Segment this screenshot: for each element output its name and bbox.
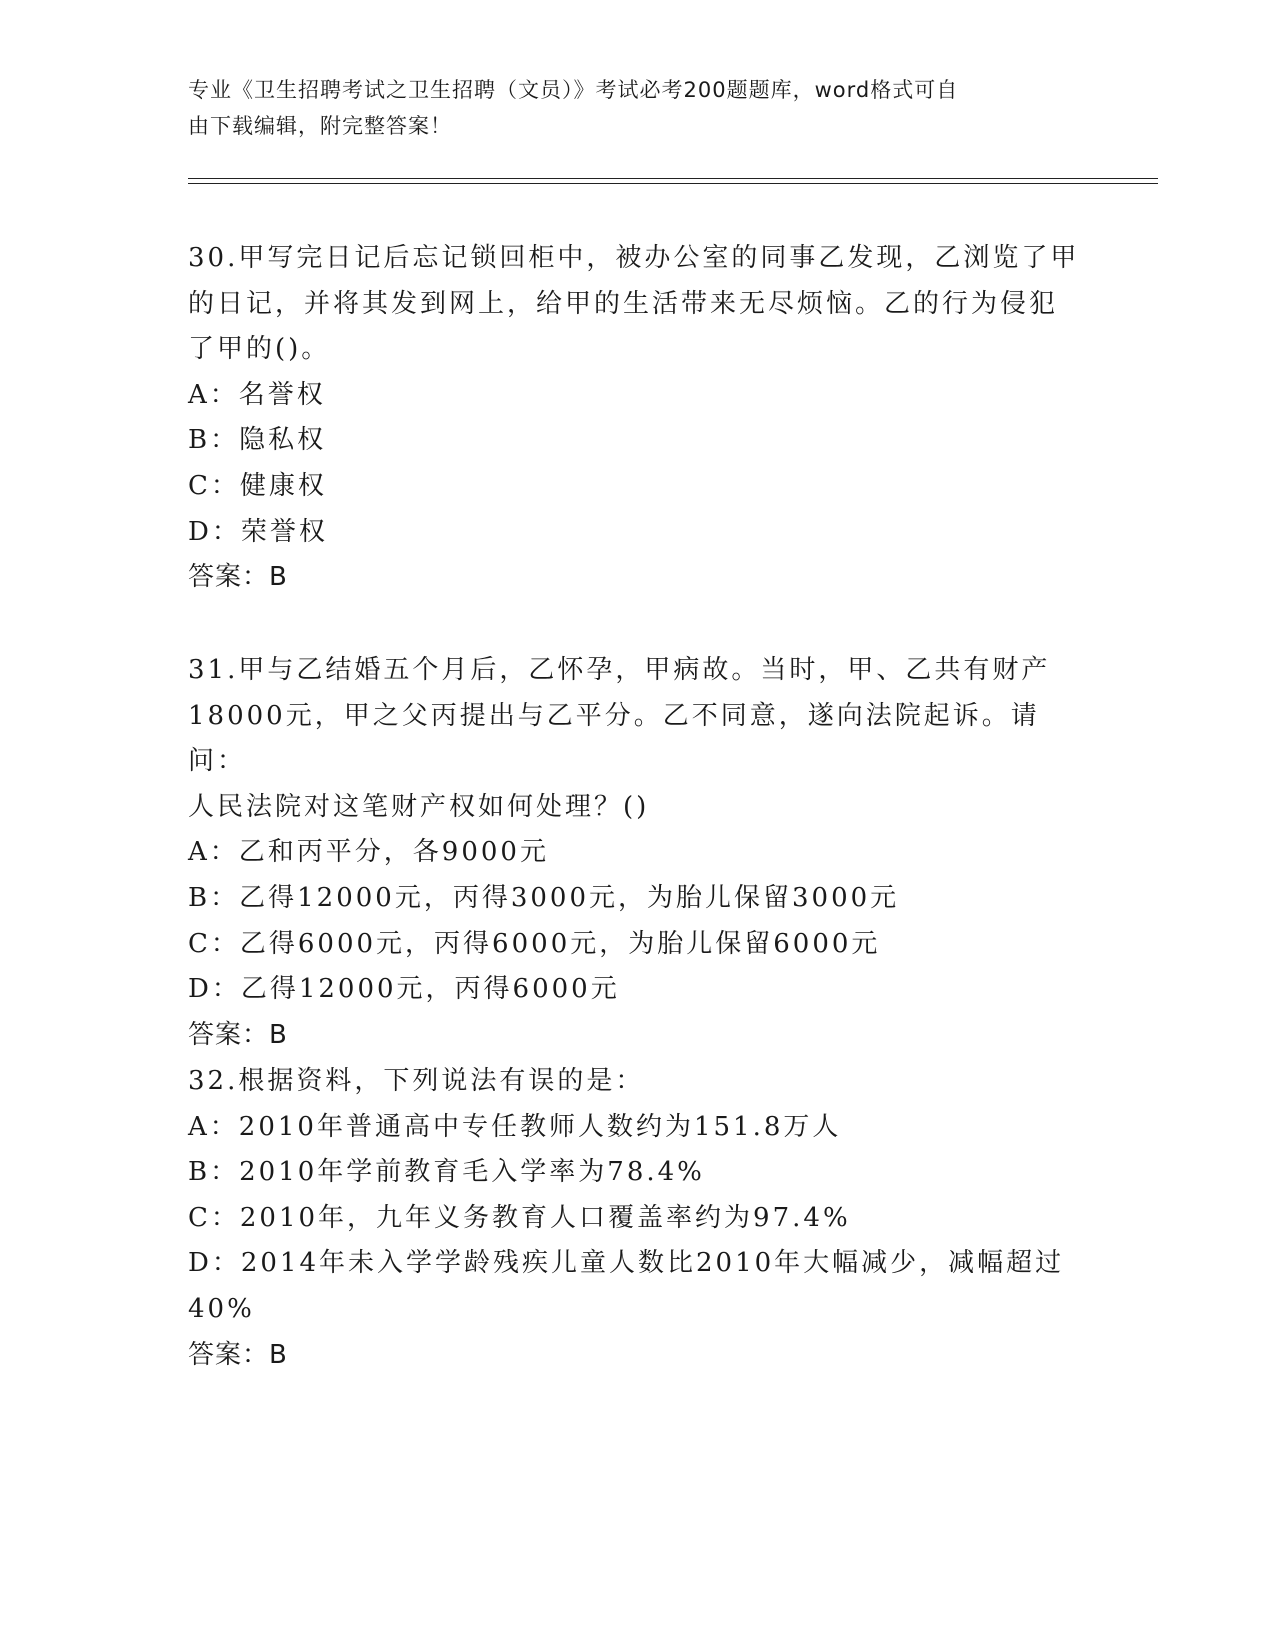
answer-line: 答案：B <box>188 562 288 593</box>
option-a: A：2010年普通高中专任教师人数约为151.8万人 <box>188 1111 842 1142</box>
question-stem-line: 18000元，甲之父丙提出与乙平分。乙不同意，遂向法院起诉。请问： <box>188 700 1040 777</box>
option-c: C：2010年，九年义务教育人口覆盖率约为97.4% <box>188 1202 851 1233</box>
header-line: 专业《卫生招聘考试之卫生招聘（文员）》考试必考200题题库，word格式可自 <box>188 78 959 102</box>
option-b: B：隐私权 <box>188 425 327 456</box>
option-b: B：2010年学前教育毛入学率为78.4% <box>188 1157 705 1188</box>
answer-line: 答案：B <box>188 1339 288 1370</box>
option-c: C：健康权 <box>188 470 327 501</box>
header-line: 由下载编辑，附完整答案！ <box>188 114 452 138</box>
option-a: A：名誉权 <box>188 379 326 410</box>
option-d-continued: 40% <box>188 1293 255 1324</box>
question-31 <box>188 648 1088 1058</box>
option-d: D：2014年未入学学龄残疾儿童人数比2010年大幅减少，减幅超过 <box>188 1248 1065 1279</box>
question-stem-line: 了甲的()。 <box>188 334 331 365</box>
question-stem-line: 32.根据资料，下列说法有误的是： <box>188 1066 645 1096</box>
option-a: A：乙和丙平分，各9000元 <box>188 837 549 868</box>
question-32 <box>188 1059 1088 1378</box>
option-c: C：乙得6000元，丙得6000元，为胎儿保留6000元 <box>188 928 881 959</box>
question-stem-line: 人民法院对这笔财产权如何处理？() <box>188 791 650 822</box>
header-divider <box>188 183 1158 184</box>
option-d: D：荣誉权 <box>188 516 328 547</box>
option-d: D：乙得12000元，丙得6000元 <box>188 974 620 1005</box>
question-30 <box>188 236 1088 601</box>
question-stem-line: 31.甲与乙结婚五个月后，乙怀孕，甲病故。当时，甲、乙共有财产 <box>188 655 1051 685</box>
header-divider <box>188 178 1158 179</box>
answer-line: 答案：B <box>188 1019 288 1050</box>
question-stem-line: 的日记，并将其发到网上，给甲的生活带来无尽烦恼。乙的行为侵犯 <box>188 288 1059 319</box>
document-header <box>188 72 1068 144</box>
question-stem-line: 30.甲写完日记后忘记锁回柜中，被办公室的同事乙发现，乙浏览了甲 <box>188 243 1080 273</box>
option-b: B：乙得12000元，丙得3000元，为胎儿保留3000元 <box>188 882 900 913</box>
